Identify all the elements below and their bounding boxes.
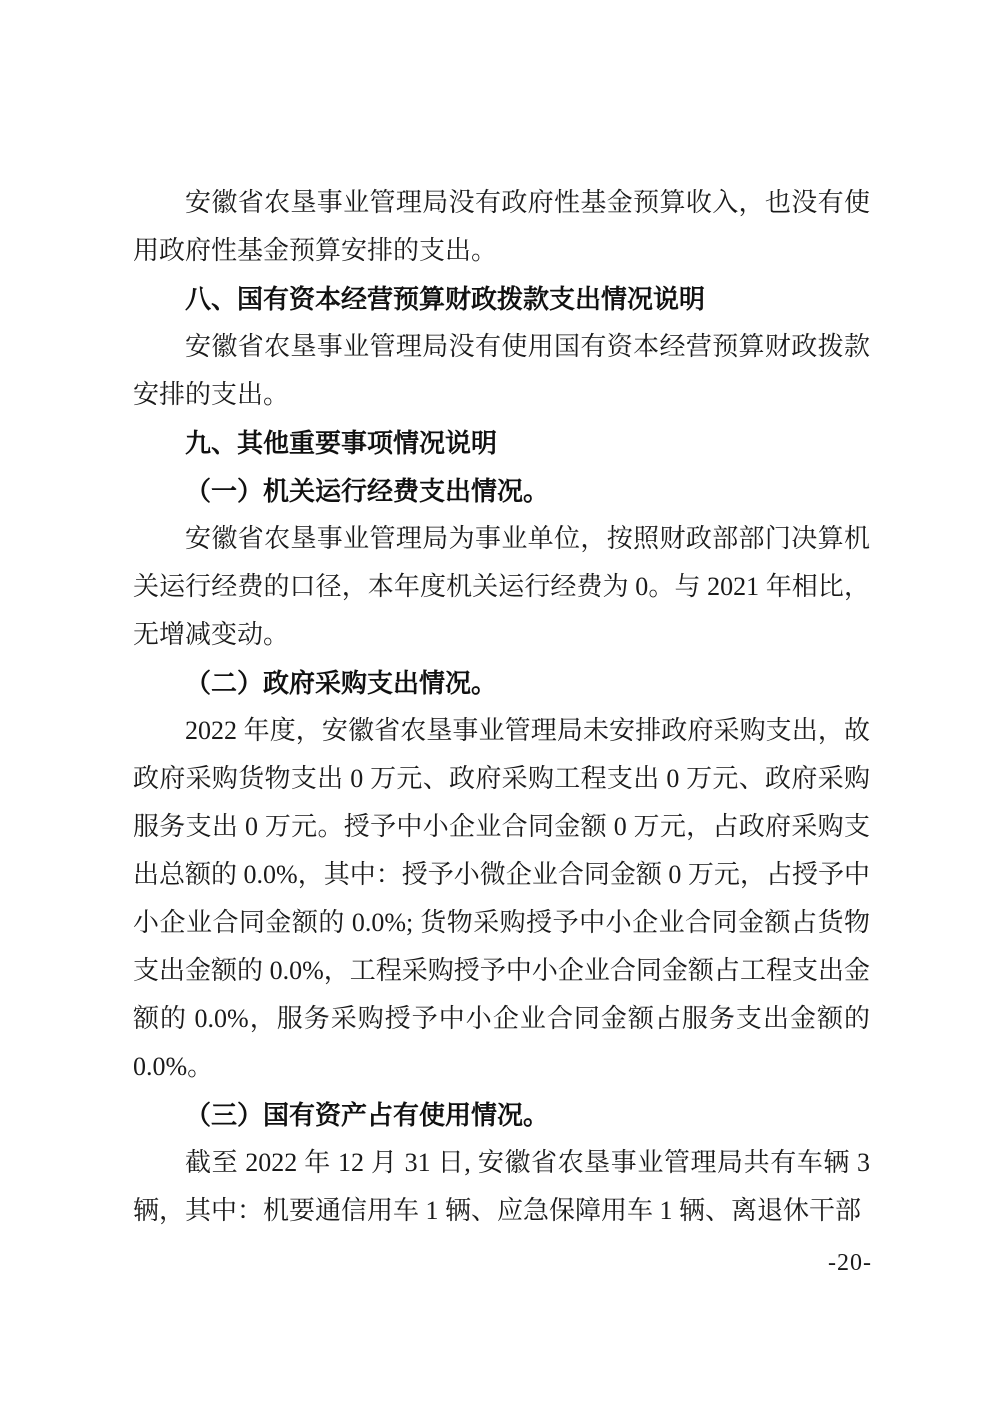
heading-section-9-other-matters: 九、其他重要事项情况说明 [185, 428, 498, 458]
paragraph-gov-fund-budget: 安徽省农垦事业管理局没有政府性基金预算收入，也没有使用政府性基金预算安排的支出。 [133, 188, 870, 265]
paragraph-state-assets-vehicles: 截至 2022 年 12 月 31 日, 安徽省农垦事业管理局共有车辆 3 辆，其中：机要通信用车 1 辆、应急保障用车 1 辆、离退休干部 [133, 1148, 870, 1225]
document-body [133, 179, 870, 1235]
paragraph-procurement-details: 2022 年度，安徽省农垦事业管理局未安排政府采购支出，故政府采购货物支出 0 万元、政府采购工程支出 0 万元、政府采购服务支出 0 万元。授予中小企业合同金额 0 万元，占政府采购支出总额的 0.0%，其中：授予小微企业合同金额 0 万元，占授予中小企业合同金额的 0.0%; 货物采购授予中小企业合同金额占货物支出金额的 0.0%，工程采购授予中小企业合同金额占工程支出金额的 0.0%，服务采购授予中小企业合同金额占服务支出金额的 0.0%。 [133, 716, 870, 1081]
paragraph-operating-expense: 安徽省农垦事业管理局为事业单位，按照财政部部门决算机关运行经费的口径，本年度机关运行经费为 0。与 2021 年相比，无增减变动。 [133, 524, 870, 649]
heading-subsection-3-state-assets: （三）国有资产占有使用情况。 [185, 1100, 550, 1130]
paragraph-state-capital-expenditure: 安徽省农垦事业管理局没有使用国有资本经营预算财政拨款安排的支出。 [133, 332, 870, 409]
heading-subsection-1-operating-expense: （一）机关运行经费支出情况。 [185, 476, 550, 506]
heading-section-8-state-capital: 八、国有资本经营预算财政拨款支出情况说明 [185, 284, 706, 314]
heading-subsection-2-procurement: （二）政府采购支出情况。 [185, 668, 498, 698]
page-number: -20- [828, 1250, 872, 1276]
